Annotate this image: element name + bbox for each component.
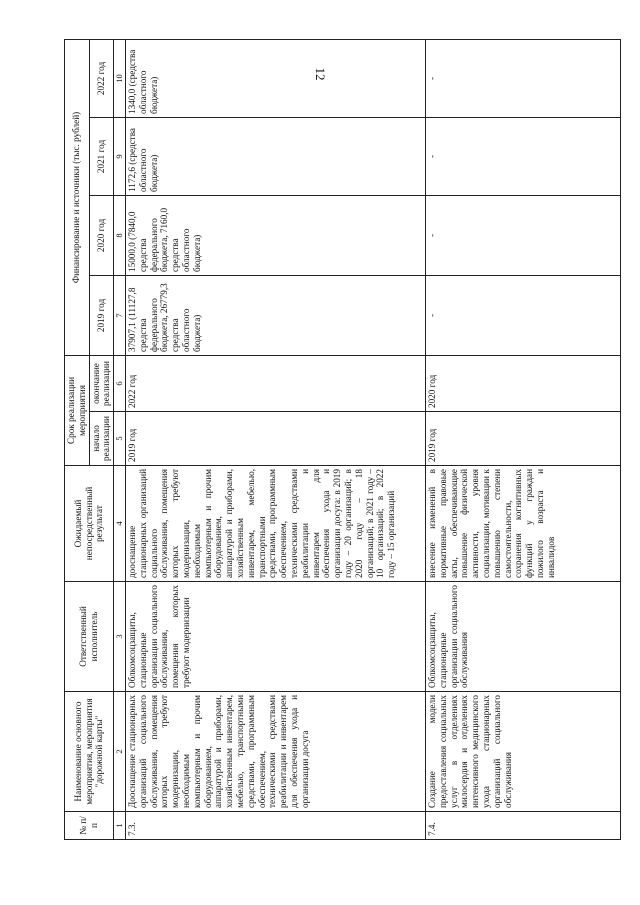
financing-2022: 1340,0 (средства областного бюджета) (125, 39, 425, 117)
header-row-1 (65, 39, 90, 839)
column-number-row (114, 39, 126, 839)
column-number: 9 (114, 117, 126, 195)
header-name: Наименование основного мероприятия, мероприятия "дорожной карты" (65, 692, 114, 812)
header-year: 2019 год (89, 275, 114, 355)
measure-name: Дооснащение стационарных организаций социального обслуживания, помещения которых требуют модернизации, необходимым компьютерным и прочим оборудованием, аппаратурой и приборами, хозяйственным инвентарем, мебелью, транспортными средствами, программным обеспечением, техническими средствами реабилитации и инвентарем для обеспечения ухода и организации досуга (125, 692, 425, 812)
column-number: 6 (114, 355, 126, 411)
financing-2021: 1172,6 (средства областного бюджета) (125, 117, 425, 195)
financing-2020: 15000,0 (7840,0 средства федерального бюджета, 7160,0 средства областного бюджета) (125, 195, 425, 275)
table-row (125, 39, 425, 839)
rotated-table-container (64, 40, 584, 840)
column-number: 8 (114, 195, 126, 275)
column-number: 2 (114, 692, 126, 812)
column-number: 7 (114, 275, 126, 355)
header-executor: Ответственный исполнитель (65, 582, 114, 692)
expected-result: внесение изменений в нормативные правовые акты, обеспечивающие повышение физической активности, уровня социализации, мотивации к повышению степени самостоятельности, сохранения когнитивных функций у граждан пожилого возраста и инвалидов (425, 466, 620, 582)
header-result: Ожидаемый непосредственный результат (65, 466, 114, 582)
header-term-start: начало реализации (89, 412, 114, 466)
financing-2019: 37907,1 (11127,8 средства федерального бюджета, 26779,3 средства областного бюджета) (125, 275, 425, 355)
term-start: 2019 год (125, 412, 425, 466)
expected-result: дооснащение стационарных организаций социального обслуживания, помещения которых требуют модернизации, необходимым компьютерным и прочим оборудованием, аппаратурой и приборами, хозяйственным инвентарем, мебелью, транспортными средствами, программным обеспечением, техническими средствами реабилитации и инвентарем для обеспечения ухода и организации досуга: в 2019 году – 20 организаций; в 2020 году – 18 организаций; в 2021 году – 10 организаций; в 2022 году – 15 организаций (125, 466, 425, 582)
executor: Облкомсоцзащиты, стационарные организации социального обслуживания, помещения которых требуют модернизации (125, 582, 425, 692)
page-number: 12 (313, 67, 328, 81)
financing-2020: - (425, 195, 620, 275)
column-number: 10 (114, 39, 126, 117)
header-year: 2021 год (89, 117, 114, 195)
header-financing: Финансирование и источники (тыс. рублей) (65, 39, 90, 355)
financing-2019: - (425, 275, 620, 355)
term-start: 2019 год (425, 412, 620, 466)
column-number: 3 (114, 582, 126, 692)
table-row (425, 39, 620, 839)
column-number: 4 (114, 466, 126, 582)
column-number: 5 (114, 412, 126, 466)
header-term-end: окончание реализации (89, 355, 114, 411)
measure-name: Создание модели предоставления социальных услуг в отделениях милосердия и отделениях интенсивного медицинского ухода стационарных организаций социального обслуживания (425, 692, 620, 812)
term-end: 2020 год (425, 355, 620, 411)
financing-2022: - (425, 39, 620, 117)
header-year: 2020 год (89, 195, 114, 275)
header-no: № п/п (65, 812, 114, 840)
financing-2021: - (425, 117, 620, 195)
header-term: Срок реализации мероприятия (65, 355, 90, 465)
column-number: 1 (114, 812, 126, 840)
row-number: 7.4. (425, 812, 620, 840)
roadmap-table (64, 39, 621, 840)
term-end: 2022 год (125, 355, 425, 411)
header-year: 2022 год (89, 39, 114, 117)
executor: Облкомсоцзащиты, стационарные организации социального обслуживания (425, 582, 620, 692)
row-number: 7.3. (125, 812, 425, 840)
